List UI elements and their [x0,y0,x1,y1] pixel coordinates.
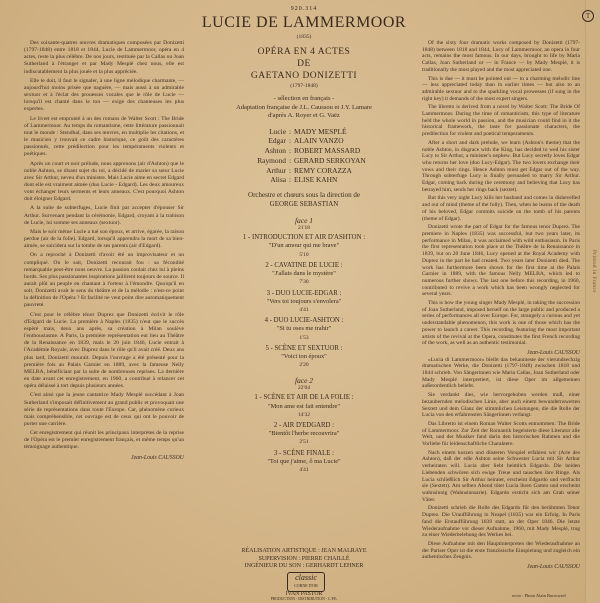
track-item: 4 - DUO LUCIE-ASHTON : "Si tu oses me trahir" 1'53 [264,317,344,341]
distributor-credit [196,591,412,601]
notes-paragraph-en: Of the sixty four dramatic works composed by Donizetti (1797-1848) between 1818 and 1844, Lucy of Lammermoor, an opera in four acts, remains the most famous. In our days, brought to life by Maria Callas, Joan Sutherland or — in France — by Mady Mesplé, it is traditionally the most played and the most appreciated one. [422,40,580,73]
notes-paragraph: C'est ainsi que la jeune cantatrice Mady Mesplé succédant à Joan Sutherland s'imposait définitivement au grand public et provoquait une série de représentations dans toute l'Europe. Car, phénomène curieux mais compréhensible, cet ouvrage est de ceux qui ont le pouvoir de porter une carrière. [24,392,184,427]
cast-row: Raymond : GERARD SERKOYAN [204,156,404,166]
cast-singer: ALAIN VANZO [294,136,344,146]
cast-singer: ELISE KAHN [294,175,338,185]
notes-paragraph-en: This is due — it must be pointed out — to a charming melodic line — less appreciated today than in earlier times — but also to an admirable sextuor and to the sparkling vocal prowesses (if sung in the right key) it demands of the most expert singers. [422,75,580,102]
cast-row: Arthur : REMY CORAZZA [204,166,404,176]
adaptation-line: d'après A. Royer et G. Vaëz [268,112,340,119]
side-1-duration: 21'18 [298,225,310,232]
spine-text: Printed in France [591,250,596,293]
composer-name: GAETANO DONIZETTI [250,71,358,81]
label-logo [287,572,325,592]
notes-paragraph: A la suite de subterfuges, Lucie finit par accepter d'épouser Sir Arthur. Survenant pendant la cérémonie, Edgard, croyant à la trahison de Lucie, lui somme ses anneaux (sextuor). [24,205,184,226]
cast-singer: GERARD SERKOYAN [294,155,366,165]
track-item: 1 - INTRODUCTION ET AIR D'ASHTON : "D'un amour qui me brave" 5'10 [242,234,366,258]
notes-paragraph: Mais le soir même Lucie a tué son époux, et arrive, égarée, la raison perdue (air de la folie). Edgard, lorsqu'il apprendra la mort de sa bien-aimée, se suicidera sur la tombe de ses parents (air d'Edgard). [24,228,184,250]
composer-dates: (1797-1848) [290,83,318,89]
notes-paragraph-en: The libretto is derived from a novel by Walter Scott: The Bride Of Lammermoor. During the time of romanticism, this type of literature held the whole world in passion, and the musician could find in it the historical framework, the taste for passionate characters, the predilection for violent and poetical temperaments. [422,104,580,138]
cast-row: Alisa : ELISE KAHN [204,175,404,185]
credit-line: SUPERVISION : PIERRE CHAILLÉ [258,555,350,562]
french-notes-column [24,40,184,462]
cast-role: Alisa [270,175,286,185]
track-item: 2 - CAVATINE DE LUCIE : "J'allais dans le mystère" 7'30 [265,261,343,286]
notes-signature: Jean-Louis CAUSSOU [131,454,184,461]
production-credits [196,548,412,571]
cast-row: Edgar : ALAIN VANZO [204,136,404,146]
track-item: 3 - SCÈNE FINALE : "Toi que j'aime, ô ma Lucie" 4'41 [267,449,341,473]
notes-paragraph: C'est pour le célèbre ténor Duprez que Donizetti écrivit le rôle d'Edgard de Lucie. La première à Naples (1835) n'eut que le succès espéré mais, deux ans après, sa création à Milan soulève l'enthousiasme. A Paris, la première représentation eut lieu au Théâtre de la Renaissance en 1839, mais le 20 juin 1846, Lucie entrait à l'Académie Royale, avec Duprez dans le rôle qu'il avait créé. Deux ans plus tard, Donizetti mourait. Depuis l'ouvrage a été présenté pour la première fois au Palais Garnier en 1889, avec la fameuse Nelly MELBA, bénéficiant par la suite de nombreuses reprises. La dernière en date avant cet enregistrement, en 1960, a contribué à relancer cet opéra délaissé à tort depuis plusieurs années. [24,311,184,390]
notes-paragraph: Elle le doit, il faut le signaler, à une ligne mélodique charmante, — aujourd'hui moins prisée que naguère, — mais aussi à un admirable sextuor et à l'éclat des prouesses vocales que le rôle de Lucie — lorsqu'il est chanté dans le ton — exige des chanteuses les plus expertes. [24,77,184,113]
label-logo-name: classic [295,573,317,582]
notes-paragraph: Des soixante-quatres œuvres dramatiques composées par Donizetti (1797-1848) entre 1818 et 1844, Lucie de Lammermoor, opéra en 4 actes, reste la plus célèbre. De nos jours, restituée par la Callas ou Joan Sutherland à l'étranger et par Mady Mesplé chez nous, elle est indiscutablement la plus jouée et la plus appréciée. [24,40,184,75]
cast-singer: MADY MESPLÉ [294,126,347,136]
notes-paragraph-de: Diese Aufnahme mit den Hauptinterpreten der Wiederaufnahme an der Pariser Oper ist die erste französische Einspielung und zugleich ein authentisches Zeugnis. [422,540,580,561]
sleeve-spine [585,0,600,603]
side-2-duration: 22'04 [298,385,310,392]
opera-line: OPÉRA EN 4 ACTES [257,47,351,57]
cast-role: Edgar [268,136,286,146]
label-logo-sub: CORNE D'OR [294,583,318,588]
conductor-name: GEORGE SEBASTIAN [269,200,339,209]
notes-paragraph-en: But this very night Lucy kills her husband and comes in dishevelled and out of mind (theme of the folly). Then, when he learns of the death of his beloved, Edgar commits suicide on the tomb of his parents (theme of Edgar). [422,195,580,222]
tracklist-panel [196,6,412,474]
cast-role: Arthur [266,165,286,175]
english-german-notes-column [422,40,580,571]
cast-row: Lucie : MADY MESPLÉ [204,127,404,137]
opera-line-de: DE [297,59,311,69]
cast-list [204,127,404,186]
notes-paragraph: Après un court et noir prélude, nous apprenons (air d'Ashton) que le noble Ashton, se disant sujet du roi, a décidé de marier sa sœur Lucie avec Sir Arthur, neveu d'un ministre. Mais Lucie aime en secret Edgard dont elle est vraiment aimée (duo Lucie - Edgard). Les deux amoureux vont échanger leurs serments et leurs anneaux. C'est pourquoi Ashton doit éloigner Edgard. [24,160,184,203]
distributor-sub: PRODUCTION - DISTRIBUTION - C.P.E. [270,597,338,601]
track-item: 1 - SCÈNE ET AIR DE LA FOLIE : "Mon ame est fait entendre" 14'32 [254,394,354,418]
orchestra-line: Orchestre et chœurs sous la direction de [248,191,360,200]
side-1-label: face 1 [294,216,314,226]
credit-line: INGÉNIEUR DU SON : GERHARDT LEHNER [244,563,364,569]
distributor-name: IVAN PASTOR [285,591,323,597]
cast-role: Raymond [257,155,286,165]
notes-paragraph-de: Nach einem kurzen und düsteren Vorspiel erfahren wir (Arie des Ashton), daß der edle Ashton seine Schwester Lucia mit Sir Arthur verheiraten will. Lucia aber liebt heimlich Edgardo. Die beiden Liebenden schwören sich ewige Treue und tauschen ihre Ringe. Als Lucia schließlich Sir Arthur heiratet, erscheint Edgardo und verflucht sie (Sextett). Am selben Abend tötet Lucia ihren Gatten und erscheint wahnsinnig (Wahnsinnsarie). Edgardo ersticht sich am Grab seiner Väter. [422,449,580,503]
notes-paragraph-en: Donizetti wrote the part of Edgar for the famous tenor Duprez. The premiere in Naples (1835) was successful, but two years later, its performance in Milan, it was acclaimed with wild enthusiasm. In Paris the first representation took place at the Théâtre de la Renaissance in 1839, but on 20 June 1846, Lucy opened at the Royal Academy with Duprez in the part he had created. Two years later Donizetti died. The work has furthermore been shown for the first time at the Palais Garnier in 1889, with the famous Nelly MELBA, which led to numerous further shows. The last one before this recording, in 1960, contributed to revive a work which has been wrongly neglected for several years. [422,224,580,298]
album-title: LUCIE DE LAMMERMOOR [201,14,407,31]
credit-line: RÉALISATION ARTISTIQUE : JEAN MALRAYE [241,548,367,554]
notes-signature-en: Jean-Louis CAUSSOU [527,349,580,356]
adaptation-line: Adaptation française de J.L. Caussou et J.Y. Lamare [236,103,372,111]
side-2-label: face 2 [294,376,314,386]
adaptation-block [196,95,412,121]
notes-paragraph: On a reproché à Donizetti d'avoir été un improvisateur et un compliqué. On le sait, Donizetti recourait fou : sa fécondité remarquable peut-être nous oeuvre. La passion coulait chez lui à pleins bords. Ses plus passionantes inspirations jaillirent toujours de source. Il aurait plût au peuple en chantant à l'orteur à l'émondre. Quoiqu'il en soit, Donizetti avait le sens du théâtre et de la mélodie : n'est-ce point la définition de l'Opéra ? Et facilité ne veut point dire automatiquement pauvreté. [24,252,184,309]
notes-paragraph-de: Donizetti schrieb die Rolle des Edgardo für den berühmten Tenor Duprez. Die Uraufführung in Neapel (1835) war ein Erfolg. In Paris fand die Erstaufführung 1839 statt, an der Oper 1846. Die letzte Wiederaufnahme vor dieser Aufnahme, 1960, mit Mady Mesplé, trug zu einer Wiederbelebung des Werkes bei. [422,505,580,539]
cast-role: Ashton [264,146,286,156]
rating-badge: T [582,10,594,22]
cast-role: Lucie [269,126,286,136]
track-item: 3 - DUO LUCIE-EDGAR : "Vers toi toujours s'envolera" 4'41 [266,289,342,313]
notes-paragraph-de: Sie verdankt dies, wie hervorgehoben werden muß, einer bezaubernden melodischen Linie, aber auch einem bewundernswerten Sextett und dem Glanz der stimmlichen Leistungen, die die Rolle der Lucia von den erfahrensten Sängerinnen verlangt. [422,392,580,419]
photo-credit: recto : Photo Alain Burrowsel [512,593,566,598]
cast-singer: REMY CORAZZA [294,165,352,175]
notes-paragraph-en: This is how the young singer Mady Mesplé, in taking the succession of Joan Sutherland, imposed herself on the large public and produced a series of performances all over Europe. For, strangely a curious and yet understandable phenomenon, this work is one of those which has the power to launch a career. This recording, featuring the most important artists of the revival at the Opera, constitutes the first French recording of the work, as well as an authentic testimonial. [422,300,580,347]
notes-paragraph-de: »Lucia di Lammermoor« bleibt das bekannteste der vierundsechzig dramatischen Werke, die Donizetti (1797-1848) zwischen 1818 und 1844 schrieb. Von Sängerinnen wie Maria Callas, Joan Sutherland oder Mady Mesplé interpretiert, ist diese Oper im allgemeinen außerordentlich beliebt. [422,356,580,390]
notes-paragraph-de: Das Libretto ist einem Roman Walter Scotts entnommen: The Bride of Lammermoor. Zur Zeit der Romantik begeisterte diese Literatur alle Welt, und der Musiker fand darin den historischen Rahmen und die Vorliebe für leidenschaftliche Charaktere. [422,420,580,448]
orchestra-credit [196,191,412,209]
notes-paragraph: Le livret est emprunté à un des romans de Walter Scott : The Bride of Lammermoor. Au temps du romantisme, cette littérature passionnait tout le monde : Stendhal, dans ses œuvres, en multiplie les citations, et le musicien y trouvait ce cadre historique, ce goût des caractères passionnés, cette prédilection pour les tempéraments violents et poétiques. [24,115,184,158]
notes-paragraph-en: After a short and dark prelude, we learn (Ashton's theme) that the noble Ashton, in disgrace with the King, has decided to wed his sister Lucy to Sir Arthur, a minister's nephew. But Lucy secretly loves Edgar who returns her love (duo Lucy-Edgar). The two lovers exchange their vows and their rings. Hence Ashton must get Edgar out of the way. Through subterfuge Lucy is finally persuaded to marry Sir Arthur. Edgar, coming back during the ceremony and believing that Lucy has betrayed him, sends her rings back (sextet). [422,139,580,193]
cast-singer: ROBERT MASSARD [294,146,361,156]
track-item: 2 - AIR D'EDGARD : "Bientôt l'herbe recouvrira" 2'51 [268,421,340,446]
catalog-number: 920.314 [290,6,318,12]
notes-paragraph: Cet enregistrement qui réunit les principaux interprètes de la reprise de l'Opéra est le premier enregistrement français, et même temps qu'un témoignage authentique. [24,430,184,451]
opera-heading [196,46,412,82]
notes-signature-de: Jean-Louis CAUSSOU [527,564,580,571]
selection-note: - sélection en français - [273,95,335,102]
track-item: 5 - SCÈNE ET SEXTUOR : "Voici ton époux" 2'20 [265,344,343,369]
premiere-year: (1835) [296,34,312,40]
cast-row: Ashton : ROBERT MASSARD [204,146,404,156]
